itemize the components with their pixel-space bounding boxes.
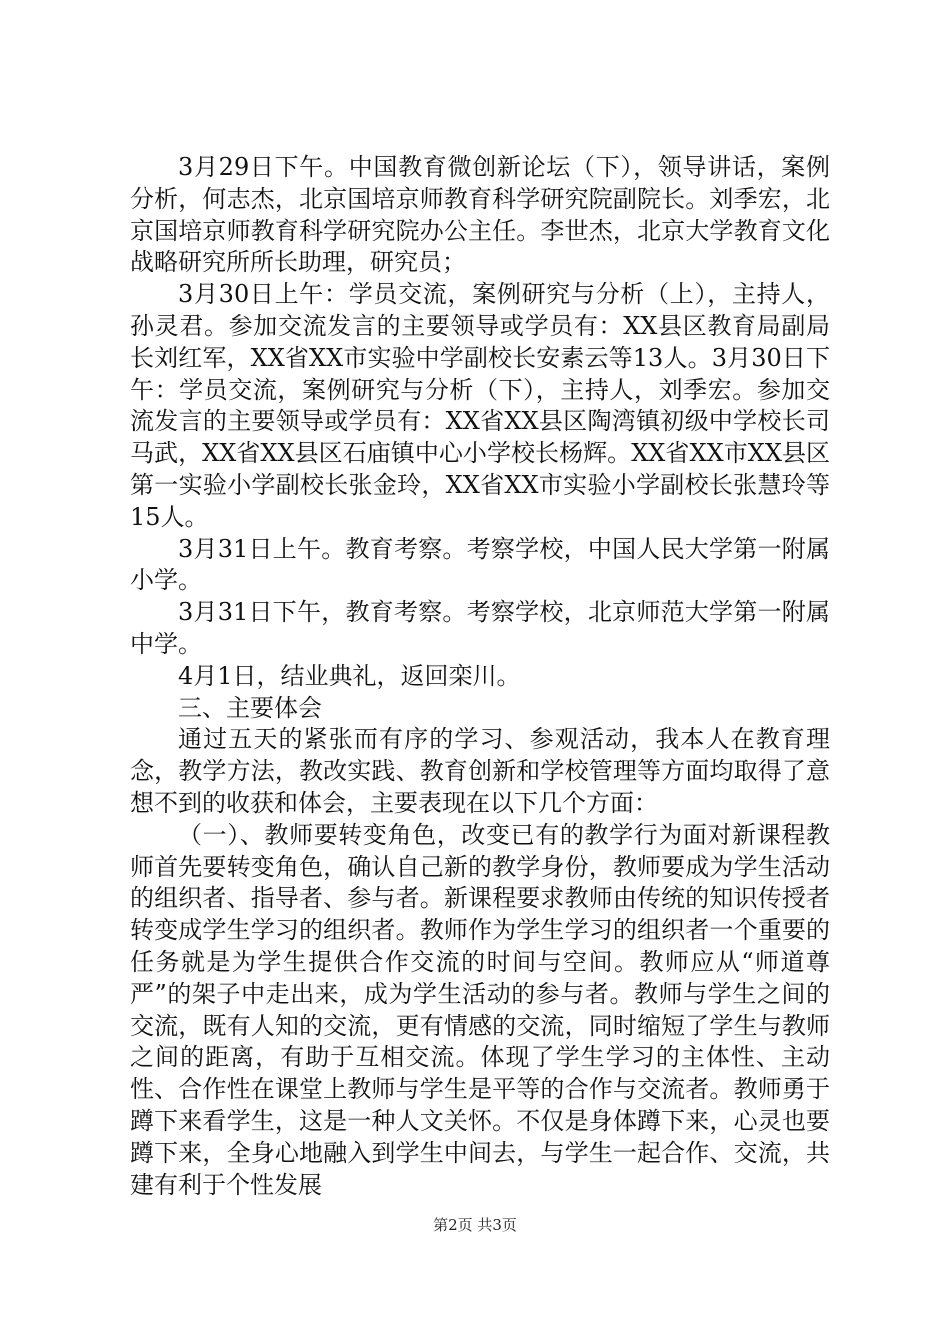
document-body (130, 152, 830, 1201)
section-heading-main-experience: 三、主要体会 (178, 693, 322, 722)
paragraph-mar30: 3月30日上午：学员交流，案例研究与分析（上），主持人，孙灵君。参加交流发言的主要领导或学员有：XX县区教育局副局长刘红军，XX省XX市实验中学副校长安素云等13人。3月30日下午：学员交流，案例研究与分析（下），主持人，刘季宏。参加交流发言的主要领导或学员有：XX省XX县区陶湾镇初级中学校长司马武，XX省XX县区石庙镇中心小学校长杨辉。XX省XX市XX县区第一实验小学副校长张金玲，XX省XX市实验小学副校长张慧玲等15人。 (130, 280, 830, 531)
paragraph-mar31-afternoon: 3月31日下午，教育考察。考察学校，北京师范大学第一附属中学。 (130, 598, 830, 658)
paragraph-teacher-role: （一）、教师要转变角色，改变已有的教学行为面对新课程教师首先要转变角色，确认自己新的教学身份，教师要成为学生活动的组织者、指导者、参与者。新课程要求教师由传统的知识传授者转变成学生学习的组织者。教师作为学生学习的组织者一个重要的任务就是为学生提供合作交流的时间与空间。教师应从“师道尊严”的架子中走出来，成为学生活动的参与者。教师与学生之间的交流，既有人知的交流，更有情感的交流，同时缩短了学生与教师之间的距离，有助于互相交流。体现了学生学习的主体性、主动性、合作性在课堂上教师与学生是平等的合作与交流者。教师勇于蹲下来看学生，这是一种人文关怀。不仅是身体蹲下来，心灵也要蹲下来，全身心地融入到学生中间去，与学生一起合作、交流，共建有利于个性发展 (130, 820, 830, 1199)
paragraph-apr1: 4月1日，结业典礼，返回栾川。 (178, 661, 521, 690)
page-footer: 第2页 共3页 (433, 1216, 517, 1234)
paragraph-mar31-morning: 3月31日上午。教育考察。考察学校，中国人民大学第一附属小学。 (130, 534, 830, 595)
paragraph-intro-experience: 通过五天的紧张而有序的学习、参观活动，我本人在教育理念，教学方法，教改实践、教育创新和学校管理等方面均取得了意想不到的收获和体会，主要表现在以下几个方面： (130, 725, 830, 817)
paragraph-mar29-afternoon: 3月29日下午。中国教育微创新论坛（下），领导讲话，案例分析，何志杰，北京国培京师教育科学研究院副院长。刘季宏，北京国培京师教育科学研究院办公主任。李世杰，北京大学教育文化战略研究所所长助理，研究员； (130, 153, 830, 277)
